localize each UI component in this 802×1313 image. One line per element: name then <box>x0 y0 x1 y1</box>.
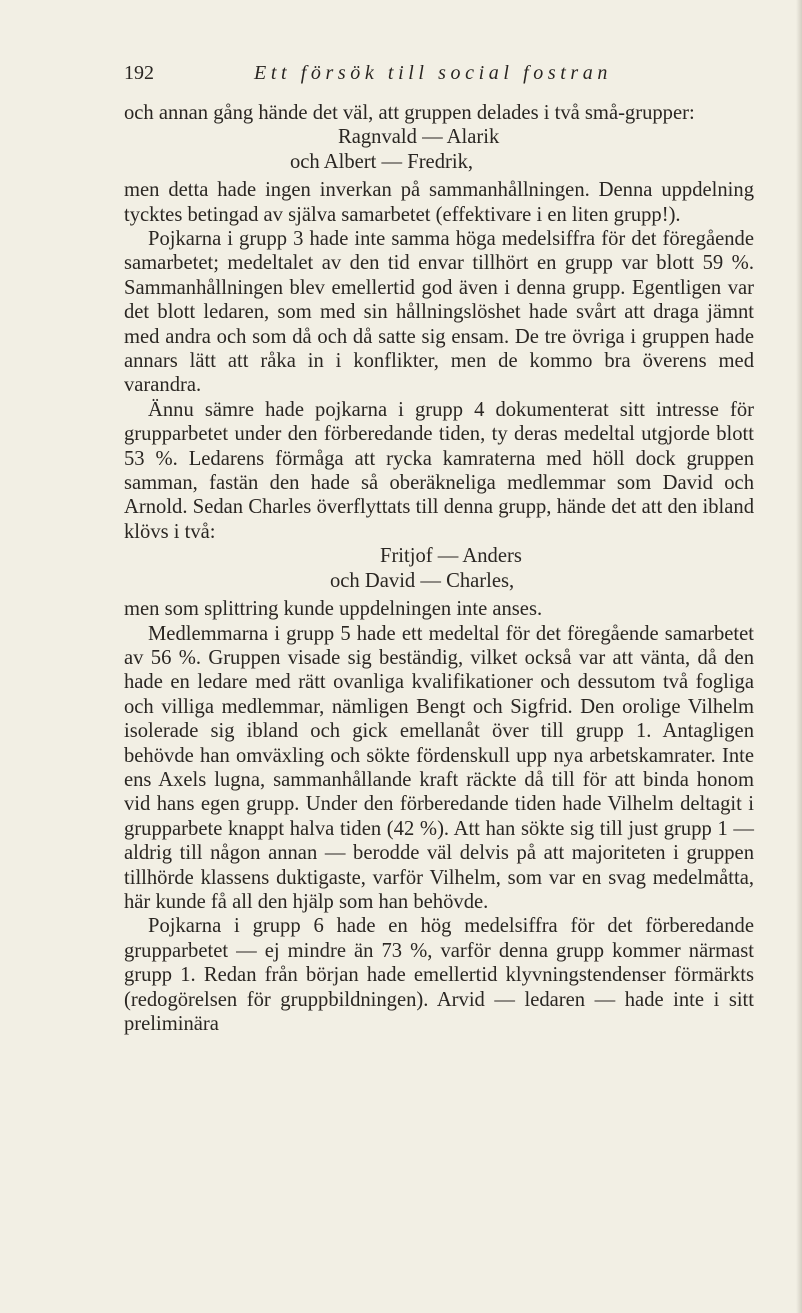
group-split-1-row-2: och Albert — Fredrik, <box>290 150 474 173</box>
page-header <box>124 62 754 92</box>
page-number: 192 <box>124 62 154 84</box>
body-text <box>124 101 754 1036</box>
running-title: Ett försök till social fostran <box>254 62 613 84</box>
paragraph-7: Pojkarna i grupp 6 hade en hög medelsiffra för det förberedande grupparbetet — ej mindre än 73 %, varför denna grupp kommer närmast grupp 1. Redan från början hade emellertid klyvningstendenser förmärkts (redogörelsen för gruppbildningen). Arvid — ledaren — hade inte i sitt preliminära <box>124 915 754 1035</box>
group-split-2-row-1: Fritjof — Anders <box>380 545 522 568</box>
paragraph-6: Medlemmarna i grupp 5 hade ett medeltal för det föregående samarbetet av 56 %. Gruppen visade sig beständig, vilket också var att vänta, då den hade en ledare med rätt ovanliga kvalifikationer och dessutom två fogliga och villiga medlemmar, nämligen Bengt och Sigfrid. Den orolige Vilhelm isolerade sig ibland och gick emellanåt över till grupp 1. Antagligen behövde han omväxling och sökte fördenskull upp nya arbetskamrater. Inte ens Axels lugna, sammanhållande kraft räckte då till för att binda honom vid hans egen grupp. Under den förberedande tiden hade Vilhelm deltagit i grupparbete knappt halva tiden (42 %). Att han sökte sig till just grupp 1 — aldrig till någon annan — berodde väl delvis på att majoriteten i gruppen tillhörde klassens duktigaste, varför Vilhelm, som var en svag medelmåtta, här kunde få all den hjälp som han behövde. <box>124 622 754 913</box>
paragraph-2: men detta hade ingen inverkan på sammanhållningen. Denna uppdelning tycktes betingad av själva samarbetet (effektivare i en liten grupp!). <box>124 179 754 226</box>
paragraph-3: Pojkarna i grupp 3 hade inte samma höga medelsiffra för det föregående samarbetet; medeltalet av den tid envar tillhört en grupp var blott 59 %. Sammanhållningen blev emellertid god även i denna grupp. Egentligen var det blott ledaren, som med sin hållningslöshet hade svårt att draga jämnt med andra och som då och då satte sig ensam. De tre övriga i gruppen hade annars lätt att råka in i konflikter, men de kommo bra överens med varandra. <box>124 228 754 397</box>
group-split-2-row-2: och David — Charles, <box>330 569 515 592</box>
paragraph-1: och annan gång hände det väl, att gruppen delades i två små-grupper: <box>124 102 695 124</box>
paragraph-5: men som splittring kunde uppdelningen inte anses. <box>124 598 543 621</box>
paragraph-4: Ännu sämre hade pojkarna i grupp 4 dokumenterat sitt intresse för grupparbetet under den förberedande tiden, ty deras medeltal utgjorde blott 53 %. Ledarens förmåga att rycka kamraterna med höll dock gruppen samman, fastän den hade så oberäkneliga medlemmar som David och Arnold. Sedan Charles överflyttats till denna grupp, hände det att den ibland klövs i två: <box>124 398 754 543</box>
group-split-2 <box>124 544 754 593</box>
group-split-1-row-1: Ragnvald — Alarik <box>338 126 500 149</box>
group-split-1 <box>124 125 754 174</box>
page-edge-shadow <box>796 0 802 1313</box>
